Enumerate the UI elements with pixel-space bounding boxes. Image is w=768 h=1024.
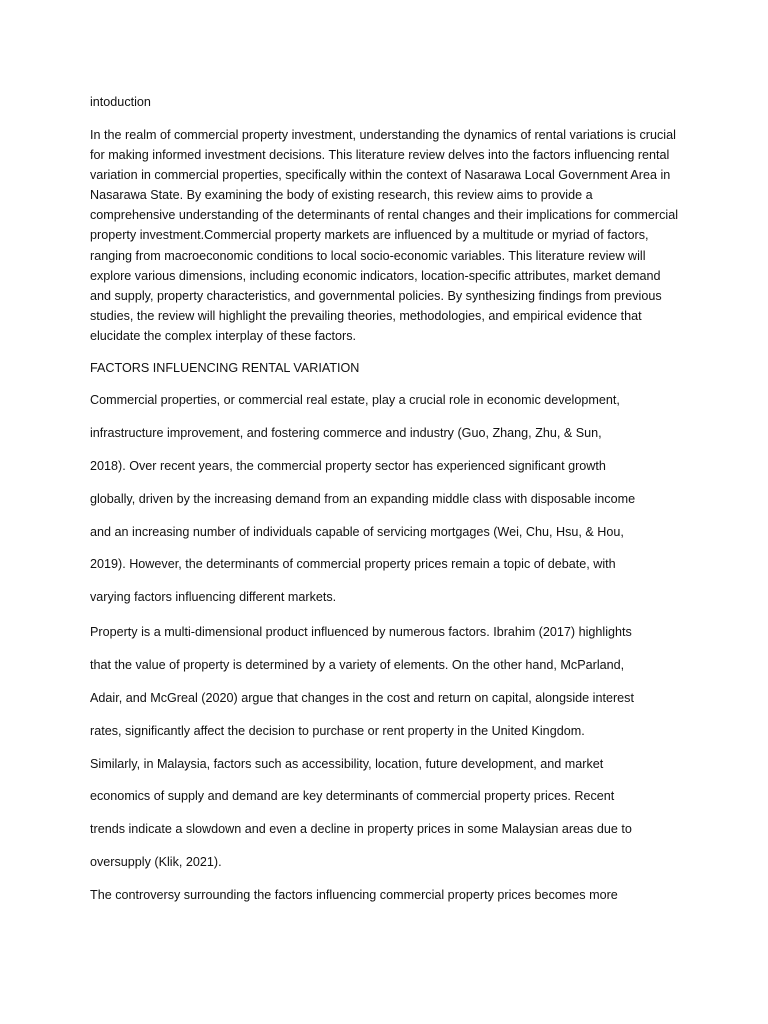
section-heading: FACTORS INFLUENCING RENTAL VARIATION	[90, 361, 360, 375]
paragraph-line: varying factors influencing different markets.	[90, 590, 337, 605]
paragraph-line: and an increasing number of individuals capable of servicing mortgages (Wei, Chu, Hsu, & Hou,	[90, 524, 624, 539]
paragraph-line: 2019). However, the determinants of commercial property prices remain a topic of debate, with	[90, 557, 616, 572]
paragraph-line: The controversy surrounding the factors influencing commercial property prices becomes more	[90, 888, 618, 902]
paragraph-line: economics of supply and demand are key determinants of commercial property prices. Recent	[90, 789, 615, 804]
intro-paragraph: In the realm of commercial property investment, understanding the dynamics of rental variations is crucial for making informed investment decisions. This literature review delves into the factors influencing rental variation in commercial properties, specifically within the context of Nasarawa Local Government Area in Nasarawa State. By examining the body of existing research, this review aims to provide a comprehensive understanding of the determinants of rental changes and their implications for commercial property investment.Commercial property markets are influenced by a multitude or myriad of factors, ranging from macroeconomic conditions to local socio-economic variables. This literature review will explore various dimensions, including economic indicators, location-specific attributes, market demand and supply, property characteristics, and governmental policies. By synthesizing findings from previous studies, the review will highlight the prevailing theories, methodologies, and empirical evidence that elucidate the complex interplay of these factors.	[90, 128, 679, 343]
paragraph-line: globally, driven by the increasing demand from an expanding middle class with disposable income	[90, 491, 636, 506]
paragraph-line: Property is a multi-dimensional product influenced by numerous factors. Ibrahim (2017) highlights	[90, 625, 632, 639]
paragraph-line: Similarly, in Malaysia, factors such as accessibility, location, future development, and market	[90, 756, 604, 771]
paragraph-line: rates, significantly affect the decision to purchase or rent property in the United Kingdom.	[90, 723, 585, 738]
paragraph-commercial-properties	[90, 390, 680, 620]
paragraph-controversy	[90, 885, 680, 918]
paragraph-line: Commercial properties, or commercial real estate, play a crucial role in economic development,	[90, 393, 620, 407]
paragraph-line: oversupply (Klik, 2021).	[90, 855, 222, 870]
paragraph-line: trends indicate a slowdown and even a decline in property prices in some Malaysian areas due to	[90, 822, 632, 837]
paragraph-line: 2018). Over recent years, the commercial property sector has experienced significant growth	[90, 458, 606, 473]
paragraph-line: Adair, and McGreal (2020) argue that changes in the cost and return on capital, alongside interest	[90, 690, 634, 705]
paragraph-line: infrastructure improvement, and fostering commerce and industry (Guo, Zhang, Zhu, & Sun,	[90, 425, 602, 440]
paragraph-line: that the value of property is determined by a variety of elements. On the other hand, McParland,	[90, 657, 625, 672]
document-title: intoduction	[90, 95, 151, 109]
paragraph-property-factors	[90, 622, 680, 885]
